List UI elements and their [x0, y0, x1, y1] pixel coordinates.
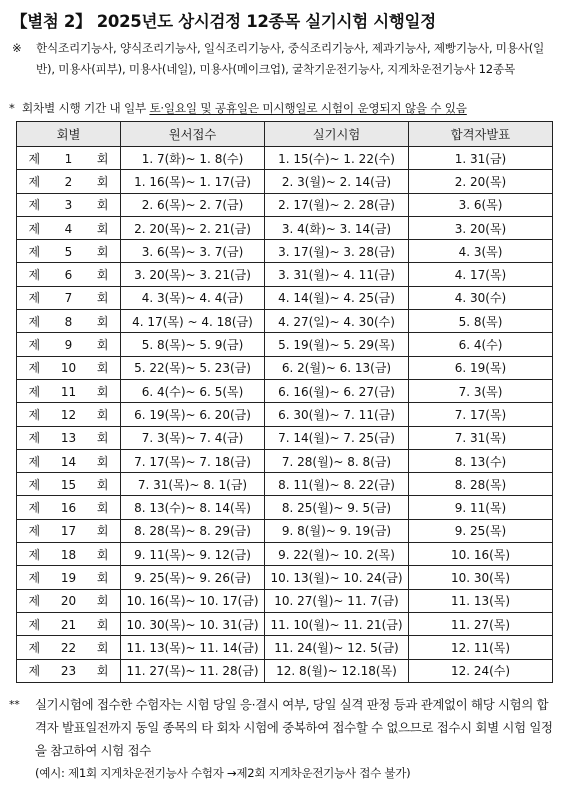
exam-period-cell: 4. 14(월)~ 4. 25(금) [265, 286, 409, 309]
round-cell [17, 449, 121, 472]
exam-period-cell: 3. 17(월)~ 3. 28(금) [265, 240, 409, 263]
announcement-date-cell: 3. 20(목) [409, 216, 553, 239]
application-period-cell: 11. 13(목)~ 11. 14(금) [121, 636, 265, 659]
round-cell [17, 473, 121, 496]
round-label: 제 1 회 [28, 151, 109, 166]
round-label: 제 12 회 [28, 407, 109, 422]
table-row [17, 147, 553, 170]
round-cell [17, 333, 121, 356]
round-label: 제 16 회 [28, 501, 109, 516]
exam-period-cell: 9. 22(월)~ 10. 2(목) [265, 543, 409, 566]
table-row [17, 519, 553, 542]
double-asterisk-mark: ** [9, 698, 20, 711]
application-period-cell: 2. 20(목)~ 2. 21(금) [121, 216, 265, 239]
exam-period-cell: 7. 28(월)~ 8. 8(금) [265, 449, 409, 472]
table-row [17, 356, 553, 379]
round-label: 제 14 회 [28, 454, 109, 469]
exam-period-cell: 9. 8(월)~ 9. 19(금) [265, 519, 409, 542]
round-cell [17, 170, 121, 193]
round-cell [17, 240, 121, 263]
table-row [17, 403, 553, 426]
round-cell [17, 566, 121, 589]
exam-period-cell: 11. 10(월)~ 11. 21(금) [265, 612, 409, 635]
table-row [17, 286, 553, 309]
exam-period-cell: 4. 27(일)~ 4. 30(수) [265, 310, 409, 333]
round-cell [17, 403, 121, 426]
announcement-date-cell: 8. 28(목) [409, 473, 553, 496]
table-row [17, 426, 553, 449]
announcement-date-cell: 5. 8(목) [409, 310, 553, 333]
exam-period-cell: 2. 3(월)~ 2. 14(금) [265, 170, 409, 193]
table-row [17, 612, 553, 635]
asterisk-mark: * [9, 101, 15, 115]
footnote [9, 693, 559, 785]
table-row [17, 543, 553, 566]
table-row [17, 566, 553, 589]
round-cell [17, 147, 121, 170]
exam-period-cell: 6. 30(월)~ 7. 11(금) [265, 403, 409, 426]
table-row [17, 636, 553, 659]
application-period-cell: 9. 25(목)~ 9. 26(금) [121, 566, 265, 589]
page-title: 【별첨 2】 2025년도 상시검정 12종목 실기시험 시행일정 [11, 12, 436, 31]
non-operating-days-note [9, 100, 559, 116]
table-row [17, 240, 553, 263]
application-period-cell: 4. 17(목) ~ 4. 18(금) [121, 310, 265, 333]
table-row [17, 193, 553, 216]
announcement-date-cell: 8. 13(수) [409, 449, 553, 472]
exam-period-cell: 5. 19(월)~ 5. 29(목) [265, 333, 409, 356]
round-cell [17, 286, 121, 309]
table-row [17, 263, 553, 286]
application-period-cell: 7. 3(목)~ 7. 4(금) [121, 426, 265, 449]
application-period-cell: 7. 31(목)~ 8. 1(금) [121, 473, 265, 496]
announcement-date-cell: 9. 11(목) [409, 496, 553, 519]
round-label: 제 5 회 [28, 244, 109, 259]
exam-period-cell: 7. 14(월)~ 7. 25(금) [265, 426, 409, 449]
round-label: 제 2 회 [28, 174, 109, 189]
application-period-cell: 1. 7(화)~ 1. 8(수) [121, 147, 265, 170]
column-header-practical-exam: 실기시험 [265, 122, 409, 147]
exam-period-cell: 8. 25(월)~ 9. 5(금) [265, 496, 409, 519]
round-cell [17, 310, 121, 333]
announcement-date-cell: 6. 19(목) [409, 356, 553, 379]
table-row [17, 216, 553, 239]
column-header-result-announcement: 합격자발표 [409, 122, 553, 147]
round-label: 제 21 회 [28, 617, 109, 632]
table-row [17, 449, 553, 472]
footnote-example: (예시: 제1회 지게차운전기능사 수험자 →제2회 지게차운전기능사 접수 불가) [35, 766, 411, 780]
exam-period-cell: 8. 11(월)~ 8. 22(금) [265, 473, 409, 496]
exam-period-cell: 6. 16(월)~ 6. 27(금) [265, 379, 409, 402]
announcement-date-cell: 2. 20(목) [409, 170, 553, 193]
exam-period-cell: 11. 24(월)~ 12. 5(금) [265, 636, 409, 659]
announcement-date-cell: 7. 31(목) [409, 426, 553, 449]
target-subjects-note [12, 38, 552, 79]
application-period-cell: 2. 6(목)~ 2. 7(금) [121, 193, 265, 216]
application-period-cell: 6. 4(수)~ 6. 5(목) [121, 379, 265, 402]
round-cell [17, 426, 121, 449]
round-label: 제 7 회 [28, 291, 109, 306]
round-label: 제 6 회 [28, 268, 109, 283]
application-period-cell: 5. 22(목)~ 5. 23(금) [121, 356, 265, 379]
application-period-cell: 3. 6(목)~ 3. 7(금) [121, 240, 265, 263]
table-row [17, 310, 553, 333]
target-subjects-text: 한식조리기능사, 양식조리기능사, 일식조리기능사, 중식조리기능사, 제과기능사, 제빵기능사, 미용사(일반), 미용사(피부), 미용사(네일), 미용사(메이크업), 굴착기운전기능사, 지게차운전기능사 12종목 [36, 41, 545, 76]
announcement-date-cell: 7. 3(목) [409, 379, 553, 402]
note-prefix-text: 회차별 시행 기간 내 일부 [22, 101, 150, 115]
round-label: 제 20 회 [28, 594, 109, 609]
round-cell [17, 496, 121, 519]
round-label: 제 8 회 [28, 314, 109, 329]
exam-period-cell: 6. 2(월)~ 6. 13(금) [265, 356, 409, 379]
round-cell [17, 216, 121, 239]
round-cell [17, 519, 121, 542]
round-label: 제 19 회 [28, 570, 109, 585]
exam-period-cell: 2. 17(월)~ 2. 28(금) [265, 193, 409, 216]
round-cell [17, 193, 121, 216]
announcement-date-cell: 10. 16(목) [409, 543, 553, 566]
round-label: 제 13 회 [28, 431, 109, 446]
round-cell [17, 636, 121, 659]
announcement-date-cell: 9. 25(목) [409, 519, 553, 542]
round-label: 제 23 회 [28, 664, 109, 679]
application-period-cell: 8. 28(목)~ 8. 29(금) [121, 519, 265, 542]
application-period-cell: 6. 19(목)~ 6. 20(금) [121, 403, 265, 426]
announcement-date-cell: 6. 4(수) [409, 333, 553, 356]
exam-period-cell: 12. 8(월)~ 12.18(목) [265, 659, 409, 682]
announcement-date-cell: 11. 27(목) [409, 612, 553, 635]
round-label: 제 17 회 [28, 524, 109, 539]
table-row [17, 379, 553, 402]
table-row [17, 473, 553, 496]
table-row [17, 589, 553, 612]
exam-period-cell: 10. 13(월)~ 10. 24(금) [265, 566, 409, 589]
table-row [17, 659, 553, 682]
application-period-cell: 7. 17(목)~ 7. 18(금) [121, 449, 265, 472]
announcement-date-cell: 4. 3(목) [409, 240, 553, 263]
announcement-date-cell: 12. 11(목) [409, 636, 553, 659]
application-period-cell: 9. 11(목)~ 9. 12(금) [121, 543, 265, 566]
application-period-cell: 10. 30(목)~ 10. 31(금) [121, 612, 265, 635]
application-period-cell: 10. 16(목)~ 10. 17(금) [121, 589, 265, 612]
round-cell [17, 356, 121, 379]
round-label: 제 22 회 [28, 640, 109, 655]
round-cell [17, 263, 121, 286]
exam-period-cell: 3. 31(월)~ 4. 11(금) [265, 263, 409, 286]
application-period-cell: 8. 13(수)~ 8. 14(목) [121, 496, 265, 519]
application-period-cell: 5. 8(목)~ 5. 9(금) [121, 333, 265, 356]
exam-schedule-table [16, 121, 553, 683]
note-reference-mark: ※ [12, 41, 22, 55]
round-cell [17, 543, 121, 566]
table-header-row [17, 122, 553, 147]
exam-period-cell: 3. 4(화)~ 3. 14(금) [265, 216, 409, 239]
table-row [17, 170, 553, 193]
announcement-date-cell: 4. 17(목) [409, 263, 553, 286]
round-cell [17, 379, 121, 402]
announcement-date-cell: 7. 17(목) [409, 403, 553, 426]
table-row [17, 496, 553, 519]
announcement-date-cell: 4. 30(수) [409, 286, 553, 309]
round-cell [17, 589, 121, 612]
exam-period-cell: 10. 27(월)~ 11. 7(금) [265, 589, 409, 612]
round-label: 제 4 회 [28, 221, 109, 236]
round-label: 제 9 회 [28, 338, 109, 353]
round-label: 제 18 회 [28, 547, 109, 562]
announcement-date-cell: 1. 31(금) [409, 147, 553, 170]
announcement-date-cell: 11. 13(목) [409, 589, 553, 612]
round-label: 제 3 회 [28, 198, 109, 213]
application-period-cell: 3. 20(목)~ 3. 21(금) [121, 263, 265, 286]
exam-period-cell: 1. 15(수)~ 1. 22(수) [265, 147, 409, 170]
round-label: 제 15 회 [28, 477, 109, 492]
round-cell [17, 659, 121, 682]
footnote-text: 실기시험에 접수한 수험자는 시험 당일 응·결시 여부, 당일 실격 판정 등과 관계없이 해당 시험의 합격자 발표일전까지 동일 종목의 타 회차 시험에 중복하여 접수할 수 없으므로 접수시 회별 시험 일정을 참고하여 시험 접수 [35, 697, 553, 758]
application-period-cell: 4. 3(목)~ 4. 4(금) [121, 286, 265, 309]
application-period-cell: 1. 16(목)~ 1. 17(금) [121, 170, 265, 193]
column-header-round: 회별 [17, 122, 121, 147]
table-body [17, 147, 553, 683]
announcement-date-cell: 3. 6(목) [409, 193, 553, 216]
application-period-cell: 11. 27(목)~ 11. 28(금) [121, 659, 265, 682]
round-label: 제 11 회 [28, 384, 109, 399]
table-row [17, 333, 553, 356]
round-label: 제 10 회 [28, 361, 109, 376]
announcement-date-cell: 12. 24(수) [409, 659, 553, 682]
announcement-date-cell: 10. 30(목) [409, 566, 553, 589]
note-underlined-text: 토·일요일 및 공휴일은 미시행일로 시험이 운영되지 않을 수 있음 [149, 101, 467, 115]
column-header-application: 원서접수 [121, 122, 265, 147]
round-cell [17, 612, 121, 635]
